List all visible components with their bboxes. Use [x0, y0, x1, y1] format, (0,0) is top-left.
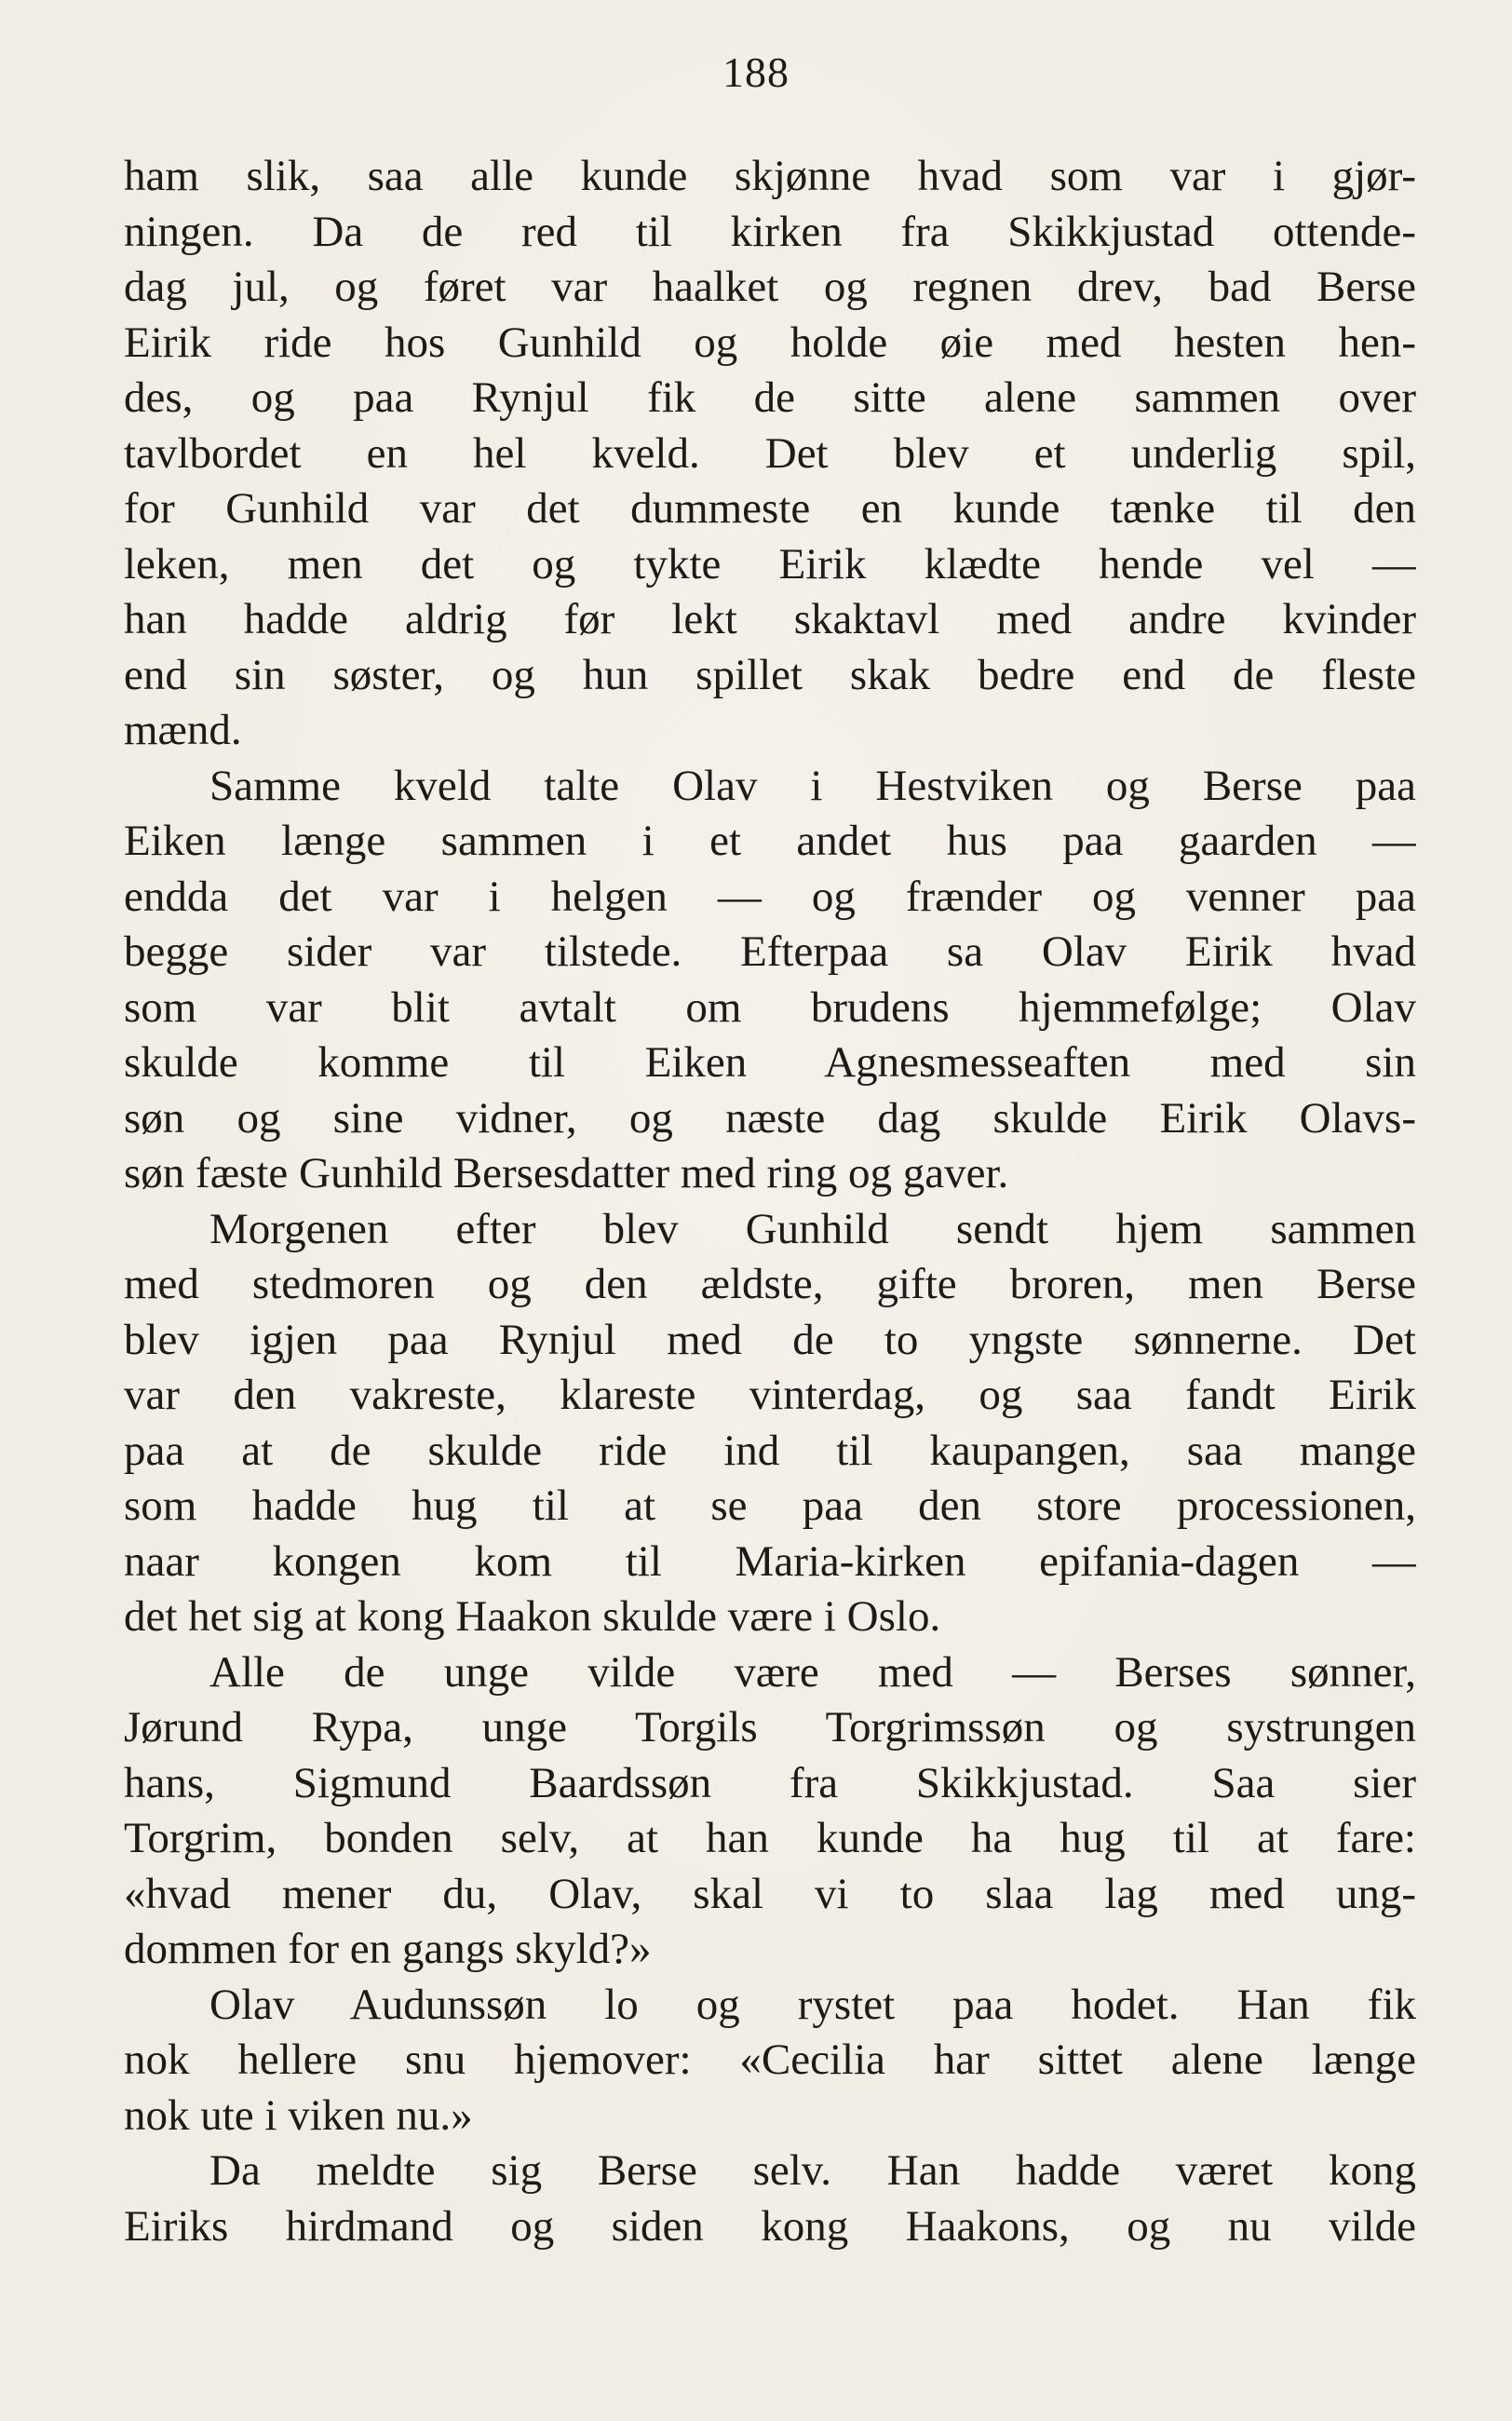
text-line: Eiken længe sammen i et andet hus paa gaarden —: [124, 817, 1416, 865]
text-line: Eiriks hirdmand og siden kong Haakons, og nu vilde: [124, 2201, 1416, 2251]
text-line: søn og sine vidner, og næste dag skulde Eirik Olavs-: [124, 1093, 1416, 1143]
text-line: skulde komme til Eiken Agnesmesseaften med sin: [124, 1038, 1416, 1087]
page-number: 188: [722, 48, 790, 96]
text-line: des, og paa Rynjul fik de sitte alene sammen over: [124, 373, 1416, 422]
text-line: han hadde aldrig før lekt skaktavl med andre kvinder: [124, 595, 1416, 643]
text-line: begge sider var tilstede. Efterpaa sa Olav Eirik hvad: [124, 927, 1416, 976]
text-line: ningen. Da de red til kirken fra Skikkjustad ottende-: [124, 207, 1416, 256]
text-line: ham slik, saa alle kunde skjønne hvad som var i gjør-: [124, 152, 1416, 200]
text-line: for Gunhild var det dummeste en kunde tænke til den: [124, 484, 1416, 533]
text-line: Olav Audunssøn lo og rystet paa hodet. Han fik: [209, 1980, 1416, 2029]
text-line: end sin søster, og hun spillet skak bedre end de fleste: [124, 650, 1416, 699]
text-line: tavlbordet en hel kveld. Det blev et underlig spil,: [124, 428, 1416, 478]
body-text: [124, 149, 1416, 2254]
text-line: Eirik ride hos Gunhild og holde øie med hesten hen-: [124, 318, 1416, 367]
text-line: Alle de unge vilde være med — Berses sønner,: [209, 1647, 1416, 1697]
text-line: Torgrim, bonden selv, at han kunde ha hug til at fare:: [124, 1814, 1416, 1862]
text-line: mænd.: [124, 706, 242, 754]
text-line: naar kongen kom til Maria-kirken epifania-dagen —: [124, 1536, 1416, 1586]
text-line: blev igjen paa Rynjul med de to yngste sønnerne. Det: [124, 1315, 1416, 1364]
text-line: «hvad mener du, Olav, skal vi to slaa lag med ung-: [124, 1869, 1416, 1918]
text-line: Da meldte sig Berse selv. Han hadde været kong: [209, 2146, 1416, 2195]
text-line: var den vakreste, klareste vinterdag, og saa fandt Eirik: [124, 1371, 1416, 1419]
text-line: paa at de skulde ride ind til kaupangen, saa mange: [124, 1426, 1416, 1475]
text-line: leken, men det og tykte Eirik klædte hende vel —: [124, 539, 1416, 588]
text-line: nok hellere snu hjemover: «Cecilia har sittet alene længe: [124, 2036, 1416, 2084]
text-line: Samme kveld talte Olav i Hestviken og Berse paa: [209, 761, 1416, 810]
text-line: endda det var i helgen — og frænder og venner paa: [124, 872, 1416, 921]
text-line: Morgenen efter blev Gunhild sendt hjem sammen: [209, 1204, 1416, 1253]
text-line: dommen for en gangs skyld?»: [124, 1925, 652, 1973]
text-line: nok ute i viken nu.»: [124, 2090, 473, 2140]
text-line: som hadde hug til at se paa den store processionen,: [124, 1481, 1416, 1530]
text-line: dag jul, og føret var haalket og regnen drev, bad Berse: [124, 263, 1416, 311]
text-line: Jørund Rypa, unge Torgils Torgrimssøn og systrungen: [124, 1703, 1416, 1752]
text-line: som var blit avtalt om brudens hjemmefølge; Olav: [124, 982, 1416, 1032]
text-line: søn fæste Gunhild Bersesdatter med ring og gaver.: [124, 1149, 1009, 1197]
text-line: det het sig at kong Haakon skulde være i Oslo.: [124, 1592, 941, 1641]
text-line: med stedmoren og den ældste, gifte broren, men Berse: [124, 1260, 1416, 1308]
text-line: hans, Sigmund Baardssøn fra Skikkjustad. Saa sier: [124, 1758, 1416, 1807]
